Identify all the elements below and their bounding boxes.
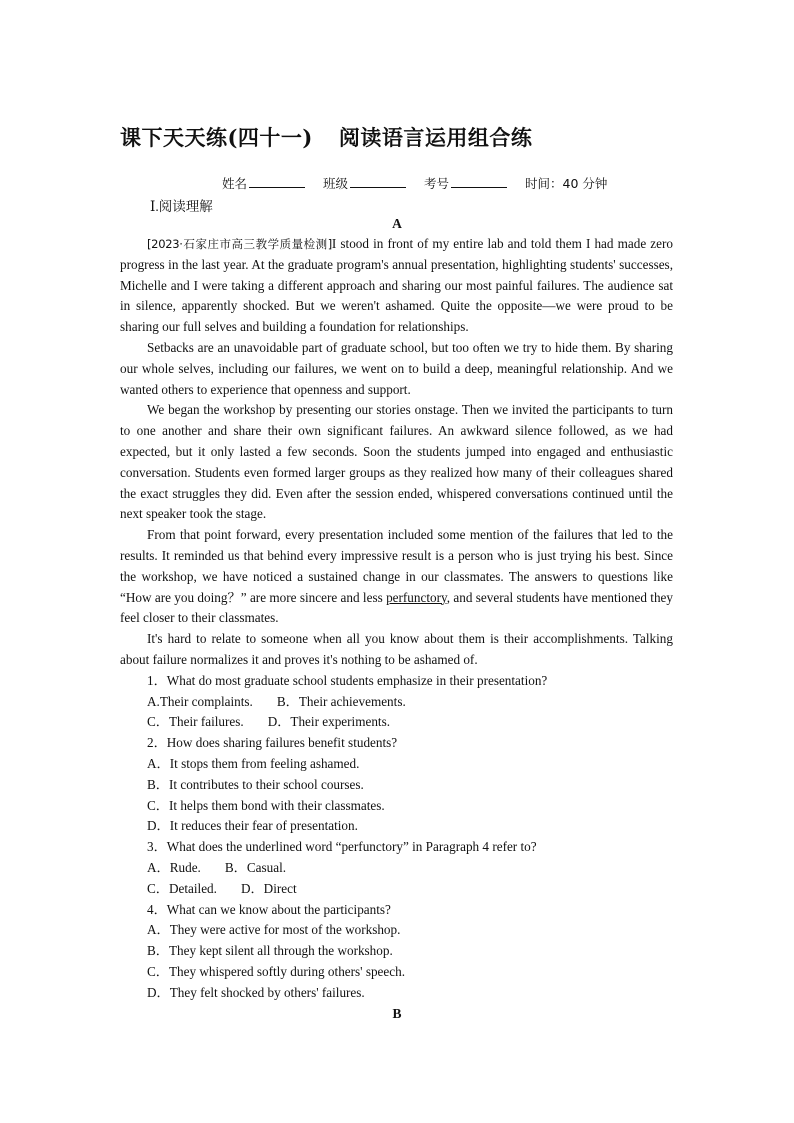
passage-a-heading: A: [392, 216, 402, 231]
option-row: [120, 983, 673, 1004]
answer-option[interactable]: D．Direct: [240, 880, 297, 896]
answer-option[interactable]: A.Their complaints.: [147, 693, 253, 709]
underlined-word: perfunctory,: [386, 589, 451, 605]
class-label: 班级: [323, 176, 349, 191]
page-title: [120, 122, 532, 152]
paragraph-1: [2023·石家庄市高三教学质量检测]I stood in front of my entire lab and told them I had made zero progress in the last year. At the graduate program's annual presentation, highlighting students' successes, Michelle and I were taking a different approach and sharing our most painful failures. The audience sat in silence, apparently shocked. But we weren't ashamed. Quite the opposite—we were proud to be sharing our full selves and building a foundation for relationships.: [120, 236, 673, 335]
answer-option[interactable]: B．They kept silent all through the workshop.: [147, 943, 393, 959]
class-blank[interactable]: [350, 176, 406, 188]
passage-b-heading: B: [392, 1006, 402, 1021]
answer-option[interactable]: D．They felt shocked by others' failures.: [147, 984, 365, 1000]
option-row: [120, 879, 673, 900]
question-stem: 3．What does the underlined word “perfunctory” in Paragraph 4 refer to?: [147, 839, 537, 855]
answer-option[interactable]: C．Detailed.: [147, 880, 217, 896]
question-stem: 2．How does sharing failures benefit students?: [147, 735, 398, 751]
answer-option[interactable]: C．They whispered softly during others' speech.: [147, 963, 406, 979]
paragraph-3: We began the workshop by presenting our stories onstage. Then we invited the participants to turn to one another and share their own significant failures. An awkward silence followed, as we had expected, but it only lasted a few seconds. Soon the students jumped into engaged and enthusiastic conversation. Students even formed larger groups as they realized how many of their colleagues shared the exact struggles they did. Even after the session ended, whispered conversations continued until the next speaker took the stage.: [120, 402, 673, 522]
question-stem: 4．What can we know about the participants?: [147, 901, 391, 917]
section-heading: Ⅰ.阅读理解: [150, 199, 213, 214]
option-row: [120, 754, 673, 775]
paragraph-4: From that point forward, every presentation included some mention of the failures that led to the results. It reminded us that behind every impressive result is a person who is just trying his best. Since the workshop, we have noticed a sustained change in our classmates. The answers to questions like “How are you doing？” are more sincere and less perfunctory, and several students have mentioned they feel closer to their classmates.: [120, 527, 674, 626]
number-blank[interactable]: [451, 176, 507, 188]
student-info-line: [222, 174, 607, 192]
passage-a: [120, 234, 673, 1003]
answer-option[interactable]: D．It reduces their fear of presentation.: [147, 818, 358, 834]
answer-option[interactable]: C．Their failures.: [147, 714, 244, 730]
title-part-2: 阅读语言运用组合练: [338, 125, 533, 150]
answer-option[interactable]: D．Their experiments.: [267, 714, 391, 730]
answer-option[interactable]: C．It helps them bond with their classmates.: [147, 797, 385, 813]
answer-option[interactable]: A．Rude.: [147, 859, 201, 875]
option-row: [120, 796, 673, 817]
option-row: [120, 858, 673, 879]
question-list: [120, 671, 673, 1004]
option-row: [120, 775, 673, 796]
source-note: [2023·石家庄市高三教学质量检测]: [147, 237, 332, 251]
answer-option[interactable]: B．It contributes to their school courses.: [147, 776, 364, 792]
paragraph-5: It's hard to relate to someone when all you know about them is their accomplishments. Talking about failure normalizes it and proves it's nothing to be ashamed of.: [120, 631, 673, 667]
option-row: [120, 920, 673, 941]
title-part-1: 课下天天练(四十一): [120, 125, 313, 150]
option-row: [120, 941, 673, 962]
option-row: [120, 962, 673, 983]
answer-option[interactable]: A．They were active for most of the workshop.: [147, 922, 401, 938]
answer-option[interactable]: B．Their achievements.: [276, 693, 406, 709]
name-blank[interactable]: [249, 176, 305, 188]
paragraph-2: Setbacks are an unavoidable part of graduate school, but too often we try to hide them. By sharing our whole selves, including our failures, we went on to build a deep, meaningful relationship. And we wanted others to experience that openness and support.: [120, 339, 673, 397]
answer-option[interactable]: A．It stops them from feeling ashamed.: [147, 755, 360, 771]
option-row: [120, 712, 673, 733]
number-label: 考号: [424, 176, 450, 191]
answer-option[interactable]: B．Casual.: [224, 859, 287, 875]
question-stem: 1．What do most graduate school students emphasize in their presentation?: [147, 672, 548, 688]
option-row: [120, 816, 673, 837]
time-info: 时间：40 分钟: [525, 176, 608, 191]
option-row: [120, 692, 673, 713]
name-label: 姓名: [222, 176, 248, 191]
